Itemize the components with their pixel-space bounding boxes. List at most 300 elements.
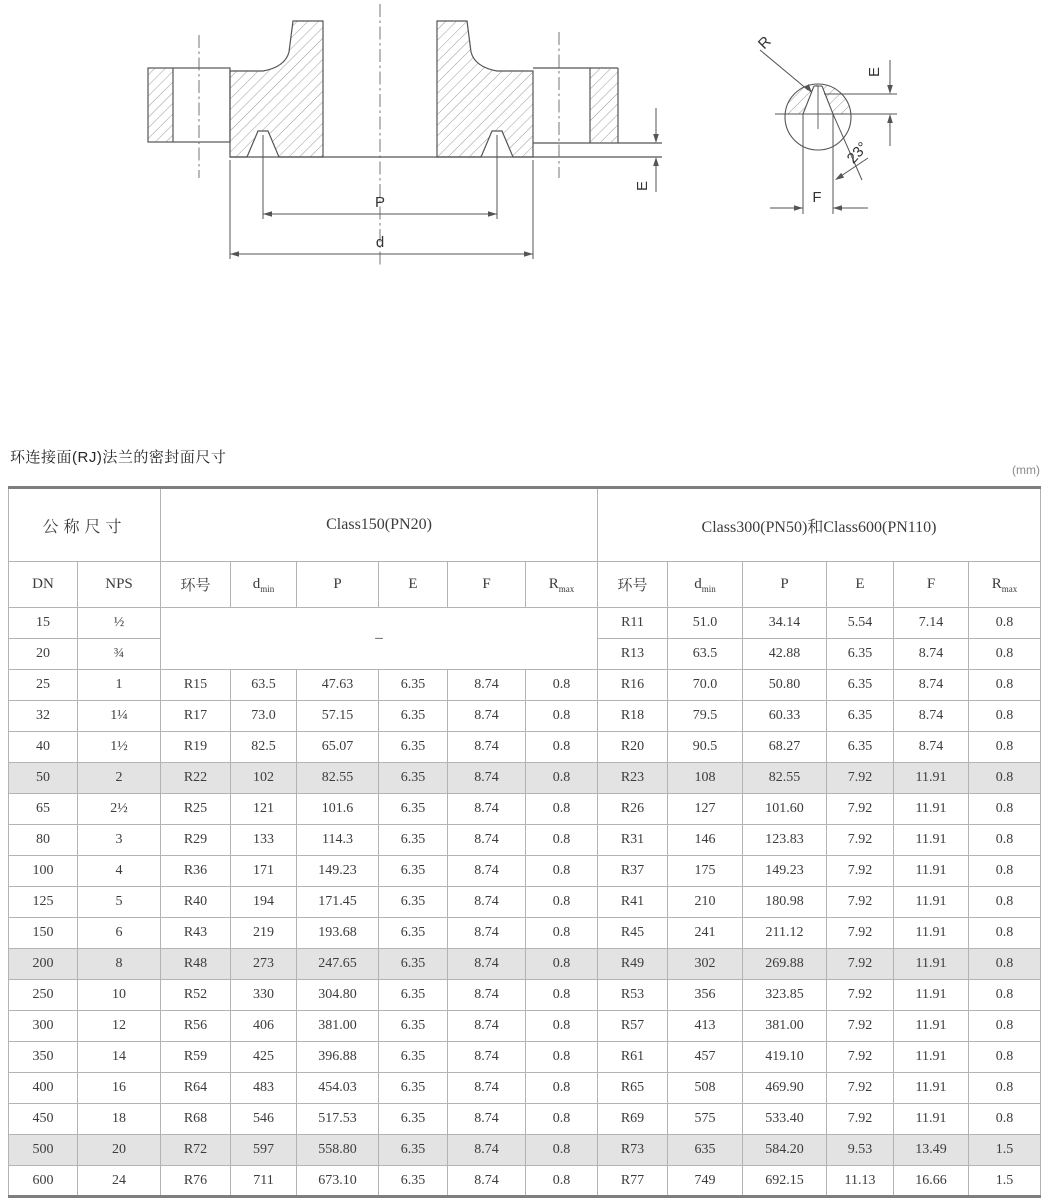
cell-c300-2: 419.10 [743,1042,827,1073]
cell-c150-3: 6.35 [379,1166,448,1197]
cell-c150-5: 0.8 [526,918,598,949]
cell-c150-0: R36 [161,856,231,887]
col-header-p-300: P [743,562,827,608]
cell-c300-1: 356 [668,980,743,1011]
cell-c150-4: 8.74 [448,1166,526,1197]
cell-nps: 3 [78,825,161,856]
cell-c150-0: R72 [161,1135,231,1166]
cell-c300-3: 7.92 [827,918,894,949]
cell-c300-4: 8.74 [894,701,969,732]
cell-c300-2: 82.55 [743,763,827,794]
col-header-nps: NPS [78,562,161,608]
cell-c300-3: 6.35 [827,670,894,701]
cell-nps: 1 [78,670,161,701]
cell-c150-0: R43 [161,918,231,949]
cell-c300-5: 0.8 [969,825,1041,856]
cell-c150-2: 47.63 [297,670,379,701]
cell-c150-5: 0.8 [526,825,598,856]
cell-c150-2: 82.55 [297,763,379,794]
cell-c300-4: 11.91 [894,949,969,980]
cell-c150-2: 65.07 [297,732,379,763]
cell-c150-3: 6.35 [379,1104,448,1135]
cell-c300-2: 323.85 [743,980,827,1011]
cell-c300-1: 749 [668,1166,743,1197]
cell-nps: ½ [78,608,161,639]
cell-dn: 15 [9,608,78,639]
cell-c300-3: 5.54 [827,608,894,639]
flange-section-view [148,4,662,268]
cell-c150-0: R29 [161,825,231,856]
cell-c300-3: 6.35 [827,639,894,670]
cell-dn: 150 [9,918,78,949]
flange-technical-drawing [0,0,1048,300]
cell-c150-1: 73.0 [231,701,297,732]
cell-c150-0: R76 [161,1166,231,1197]
table-row-dn-350 [9,1042,1041,1073]
cell-c300-5: 0.8 [969,856,1041,887]
cell-c150-1: 425 [231,1042,297,1073]
cell-nps: 4 [78,856,161,887]
cell-c300-2: 381.00 [743,1011,827,1042]
cell-dn: 300 [9,1011,78,1042]
col-header-p-150: P [297,562,379,608]
cell-dn: 600 [9,1166,78,1197]
cell-c150-1: 133 [231,825,297,856]
rj-flange-dimension-table [8,486,1041,1198]
left-block-hatch [148,68,173,142]
flange-body-left [230,21,323,157]
group-header-class300-600: Class300(PN50)和Class600(PN110) [598,488,1041,562]
cell-c300-3: 7.92 [827,980,894,1011]
cell-c300-4: 11.91 [894,1011,969,1042]
label-F: F [812,189,822,206]
cell-c150-3: 6.35 [379,1073,448,1104]
group-header-class150: Class150(PN20) [161,488,598,562]
cell-nps: 18 [78,1104,161,1135]
cell-c150-5: 0.8 [526,1104,598,1135]
cell-c300-4: 11.91 [894,794,969,825]
cell-c300-5: 0.8 [969,794,1041,825]
cell-c150-5: 0.8 [526,1042,598,1073]
table-container [8,486,1040,1198]
cell-c300-3: 7.92 [827,825,894,856]
cell-c150-0: R15 [161,670,231,701]
table-body [9,608,1041,1197]
cell-c150-5: 0.8 [526,794,598,825]
cell-c150-5: 0.8 [526,887,598,918]
cell-c150-3: 6.35 [379,763,448,794]
cell-c150-4: 8.74 [448,887,526,918]
cell-dn: 40 [9,732,78,763]
cell-c150-5: 0.8 [526,980,598,1011]
table-row-dn-32 [9,701,1041,732]
ring-groove-detail-view [755,33,897,214]
cell-nps: 1½ [78,732,161,763]
unit-note: (mm) [1012,463,1040,477]
cell-c300-3: 7.92 [827,763,894,794]
label-d: d [375,234,385,251]
cell-c300-2: 584.20 [743,1135,827,1166]
cell-c300-1: 90.5 [668,732,743,763]
cell-dn: 80 [9,825,78,856]
cell-c300-5: 0.8 [969,1104,1041,1135]
cell-c150-1: 121 [231,794,297,825]
cell-c150-0: R17 [161,701,231,732]
cell-c150-4: 8.74 [448,763,526,794]
cell-nps: 16 [78,1073,161,1104]
cell-c150-5: 0.8 [526,670,598,701]
cell-c150-4: 8.74 [448,732,526,763]
cell-nps: 5 [78,887,161,918]
cell-c150-2: 381.00 [297,1011,379,1042]
cell-c300-3: 7.92 [827,794,894,825]
cell-nps: 8 [78,949,161,980]
cell-dn: 65 [9,794,78,825]
cell-c300-3: 7.92 [827,887,894,918]
cell-dn: 400 [9,1073,78,1104]
table-row-dn-600 [9,1166,1041,1197]
cell-c300-4: 11.91 [894,856,969,887]
cell-c300-1: 108 [668,763,743,794]
cell-c300-4: 11.91 [894,1073,969,1104]
cell-c300-5: 0.8 [969,701,1041,732]
cell-c150-1: 219 [231,918,297,949]
cell-c300-3: 6.35 [827,732,894,763]
cell-c300-0: R20 [598,732,668,763]
cell-c150-2: 247.65 [297,949,379,980]
cell-c150-2: 193.68 [297,918,379,949]
cell-c150-0: R19 [161,732,231,763]
cell-c300-0: R49 [598,949,668,980]
col-header-dmin-150: $d_{min}$ [231,562,297,608]
cell-c300-4: 11.91 [894,763,969,794]
label-E-side: E [634,180,651,192]
cell-c150-4: 8.74 [448,670,526,701]
cell-c150-4: 8.74 [448,1042,526,1073]
cell-dn: 450 [9,1104,78,1135]
cell-c300-4: 11.91 [894,887,969,918]
cell-c150-4: 8.74 [448,1073,526,1104]
cell-c300-5: 0.8 [969,980,1041,1011]
cell-c300-0: R31 [598,825,668,856]
cell-c150-3: 6.35 [379,1135,448,1166]
cell-c300-0: R53 [598,980,668,1011]
dimension-E-detail [887,60,893,146]
cell-c150-1: 597 [231,1135,297,1166]
cell-c300-5: 0.8 [969,670,1041,701]
cell-c300-1: 413 [668,1011,743,1042]
cell-c300-2: 149.23 [743,856,827,887]
table-row-dn-65 [9,794,1041,825]
cell-dn: 50 [9,763,78,794]
cell-c150-2: 454.03 [297,1073,379,1104]
cell-c150-1: 171 [231,856,297,887]
cell-dn: 32 [9,701,78,732]
cell-c300-2: 533.40 [743,1104,827,1135]
cell-c150-4: 8.74 [448,1011,526,1042]
cell-c300-1: 457 [668,1042,743,1073]
cell-c150-1: 273 [231,949,297,980]
cell-c300-4: 8.74 [894,670,969,701]
cell-c150-5: 0.8 [526,856,598,887]
cell-c150-1: 194 [231,887,297,918]
cell-c150-3: 6.35 [379,980,448,1011]
col-header-dn: DN [9,562,78,608]
cell-c150-1: 546 [231,1104,297,1135]
cell-nps: 10 [78,980,161,1011]
table-row-dn-500 [9,1135,1041,1166]
cell-c150-1: 102 [231,763,297,794]
label-E-detail: E [866,66,883,78]
cell-c150-0: R52 [161,980,231,1011]
cell-c300-5: 1.5 [969,1166,1041,1197]
cell-c150-3: 6.35 [379,825,448,856]
cell-c300-4: 11.91 [894,1104,969,1135]
cell-c300-2: 68.27 [743,732,827,763]
cell-c150-3: 6.35 [379,1011,448,1042]
cell-c150-2: 673.10 [297,1166,379,1197]
cell-c300-0: R18 [598,701,668,732]
cell-c300-1: 635 [668,1135,743,1166]
cell-c150-1: 406 [231,1011,297,1042]
cell-c300-4: 8.74 [894,639,969,670]
table-row-dn-400 [9,1073,1041,1104]
cell-c300-4: 13.49 [894,1135,969,1166]
cell-c300-1: 210 [668,887,743,918]
table-row-dn-300 [9,1011,1041,1042]
cell-c300-4: 11.91 [894,980,969,1011]
label-R: R [754,32,775,53]
cell-nps: 20 [78,1135,161,1166]
cell-c150-no-data: – [161,608,598,670]
cell-c150-3: 6.35 [379,856,448,887]
cell-c300-5: 0.8 [969,1042,1041,1073]
cell-c150-0: R25 [161,794,231,825]
cell-c300-5: 0.8 [969,608,1041,639]
cell-c150-2: 396.88 [297,1042,379,1073]
table-row-dn-15 [9,608,1041,639]
cell-c150-1: 63.5 [231,670,297,701]
column-header-row [9,562,1041,608]
cell-c300-0: R73 [598,1135,668,1166]
cell-c150-2: 114.3 [297,825,379,856]
cell-c150-5: 0.8 [526,732,598,763]
cell-c300-0: R16 [598,670,668,701]
cell-c150-5: 0.8 [526,763,598,794]
cell-c300-3: 7.92 [827,1011,894,1042]
label-P: P [374,194,386,211]
cell-c300-4: 11.91 [894,1042,969,1073]
cell-c150-3: 6.35 [379,794,448,825]
cell-c300-0: R13 [598,639,668,670]
cell-c150-2: 57.15 [297,701,379,732]
cell-c150-4: 8.74 [448,1104,526,1135]
cell-c300-2: 34.14 [743,608,827,639]
cell-nps: 24 [78,1166,161,1197]
cell-nps: 6 [78,918,161,949]
cell-c300-5: 0.8 [969,949,1041,980]
dimension-E-side [653,108,659,192]
cell-c150-3: 6.35 [379,701,448,732]
table-row-dn-25 [9,670,1041,701]
cell-dn: 25 [9,670,78,701]
table-row-dn-100 [9,856,1041,887]
cell-c300-1: 575 [668,1104,743,1135]
cell-c300-4: 16.66 [894,1166,969,1197]
cell-dn: 250 [9,980,78,1011]
cell-c300-3: 7.92 [827,856,894,887]
cell-c300-5: 1.5 [969,1135,1041,1166]
cell-c150-1: 483 [231,1073,297,1104]
col-header-f-150: F [448,562,526,608]
cell-c300-1: 127 [668,794,743,825]
cell-dn: 500 [9,1135,78,1166]
cell-c150-2: 558.80 [297,1135,379,1166]
cell-dn: 200 [9,949,78,980]
cell-c300-5: 0.8 [969,639,1041,670]
col-header-f-300: F [894,562,969,608]
group-header-row [9,488,1041,562]
cell-dn: 125 [9,887,78,918]
cell-c150-5: 0.8 [526,1166,598,1197]
cell-c150-4: 8.74 [448,1135,526,1166]
cell-dn: 20 [9,639,78,670]
cell-c150-3: 6.35 [379,1042,448,1073]
cell-c300-3: 7.92 [827,949,894,980]
cell-c300-5: 0.8 [969,1073,1041,1104]
cell-c300-0: R61 [598,1042,668,1073]
cell-c300-2: 269.88 [743,949,827,980]
cell-c150-3: 6.35 [379,918,448,949]
cell-nps: 14 [78,1042,161,1073]
cell-c150-4: 8.74 [448,701,526,732]
cell-c300-5: 0.8 [969,887,1041,918]
cell-dn: 100 [9,856,78,887]
cell-c150-5: 0.8 [526,701,598,732]
cell-c300-2: 469.90 [743,1073,827,1104]
cell-c150-2: 517.53 [297,1104,379,1135]
cell-c300-2: 692.15 [743,1166,827,1197]
cell-c300-0: R69 [598,1104,668,1135]
cell-c300-3: 7.92 [827,1073,894,1104]
right-block-hatch [590,68,618,143]
cell-c300-1: 241 [668,918,743,949]
table-row-dn-125 [9,887,1041,918]
table-row-dn-200 [9,949,1041,980]
cell-c300-2: 50.80 [743,670,827,701]
cell-c300-1: 146 [668,825,743,856]
cell-nps: ¾ [78,639,161,670]
cell-c150-4: 8.74 [448,949,526,980]
table-row-dn-150 [9,918,1041,949]
col-header-e-150: E [379,562,448,608]
cell-nps: 2 [78,763,161,794]
cell-c300-4: 11.91 [894,825,969,856]
cell-c300-0: R23 [598,763,668,794]
cell-c300-1: 79.5 [668,701,743,732]
cell-c300-4: 7.14 [894,608,969,639]
table-row-dn-250 [9,980,1041,1011]
cell-c300-0: R26 [598,794,668,825]
section-title: 环连接面(RJ)法兰的密封面尺寸 [10,449,227,466]
cell-c300-1: 302 [668,949,743,980]
col-header-ring-300: 环号 [598,562,668,608]
cell-c300-3: 6.35 [827,701,894,732]
cell-c150-2: 304.80 [297,980,379,1011]
cell-c150-0: R64 [161,1073,231,1104]
cell-c300-3: 7.92 [827,1042,894,1073]
cell-c150-4: 8.74 [448,980,526,1011]
cell-c300-2: 180.98 [743,887,827,918]
cell-c150-0: R22 [161,763,231,794]
cell-c300-2: 42.88 [743,639,827,670]
col-header-rmax-300: $R_{max}$ [969,562,1041,608]
cell-c150-2: 171.45 [297,887,379,918]
table-row-dn-80 [9,825,1041,856]
cell-c150-5: 0.8 [526,1011,598,1042]
cell-c150-3: 6.35 [379,732,448,763]
cell-c300-3: 7.92 [827,1104,894,1135]
cell-c300-3: 9.53 [827,1135,894,1166]
cell-c150-0: R56 [161,1011,231,1042]
cell-c300-0: R41 [598,887,668,918]
cell-c150-0: R48 [161,949,231,980]
col-header-rmax-150: $R_{max}$ [526,562,598,608]
cell-c300-1: 175 [668,856,743,887]
cell-c300-3: 11.13 [827,1166,894,1197]
cell-c150-3: 6.35 [379,670,448,701]
cell-c150-4: 8.74 [448,856,526,887]
cell-c150-0: R40 [161,887,231,918]
cell-c150-3: 6.35 [379,887,448,918]
cell-nps: 2½ [78,794,161,825]
cell-c300-4: 11.91 [894,918,969,949]
group-header-nominal-size: 公称尺寸 [9,488,161,562]
cell-c150-1: 330 [231,980,297,1011]
cell-c300-0: R45 [598,918,668,949]
col-header-dmin-300: $d_{min}$ [668,562,743,608]
cell-c300-5: 0.8 [969,763,1041,794]
cell-c300-0: R77 [598,1166,668,1197]
cell-c150-2: 101.6 [297,794,379,825]
cell-c300-0: R37 [598,856,668,887]
cell-c150-5: 0.8 [526,1135,598,1166]
cell-c300-0: R65 [598,1073,668,1104]
table-row-dn-450 [9,1104,1041,1135]
cell-c300-5: 0.8 [969,732,1041,763]
cell-c150-3: 6.35 [379,949,448,980]
flange-body-right [437,21,533,157]
cell-c150-0: R68 [161,1104,231,1135]
cell-c300-0: R11 [598,608,668,639]
cell-c300-2: 60.33 [743,701,827,732]
cell-c300-4: 8.74 [894,732,969,763]
cell-c300-1: 51.0 [668,608,743,639]
cell-c150-2: 149.23 [297,856,379,887]
cell-c300-5: 0.8 [969,1011,1041,1042]
cell-nps: 1¼ [78,701,161,732]
cell-c300-2: 211.12 [743,918,827,949]
cell-dn: 350 [9,1042,78,1073]
cell-c150-4: 8.74 [448,794,526,825]
cell-c300-0: R57 [598,1011,668,1042]
cell-c150-1: 82.5 [231,732,297,763]
cell-c300-1: 70.0 [668,670,743,701]
cell-c300-2: 101.60 [743,794,827,825]
cell-c150-5: 0.8 [526,949,598,980]
col-header-ring-150: 环号 [161,562,231,608]
cell-c300-5: 0.8 [969,918,1041,949]
